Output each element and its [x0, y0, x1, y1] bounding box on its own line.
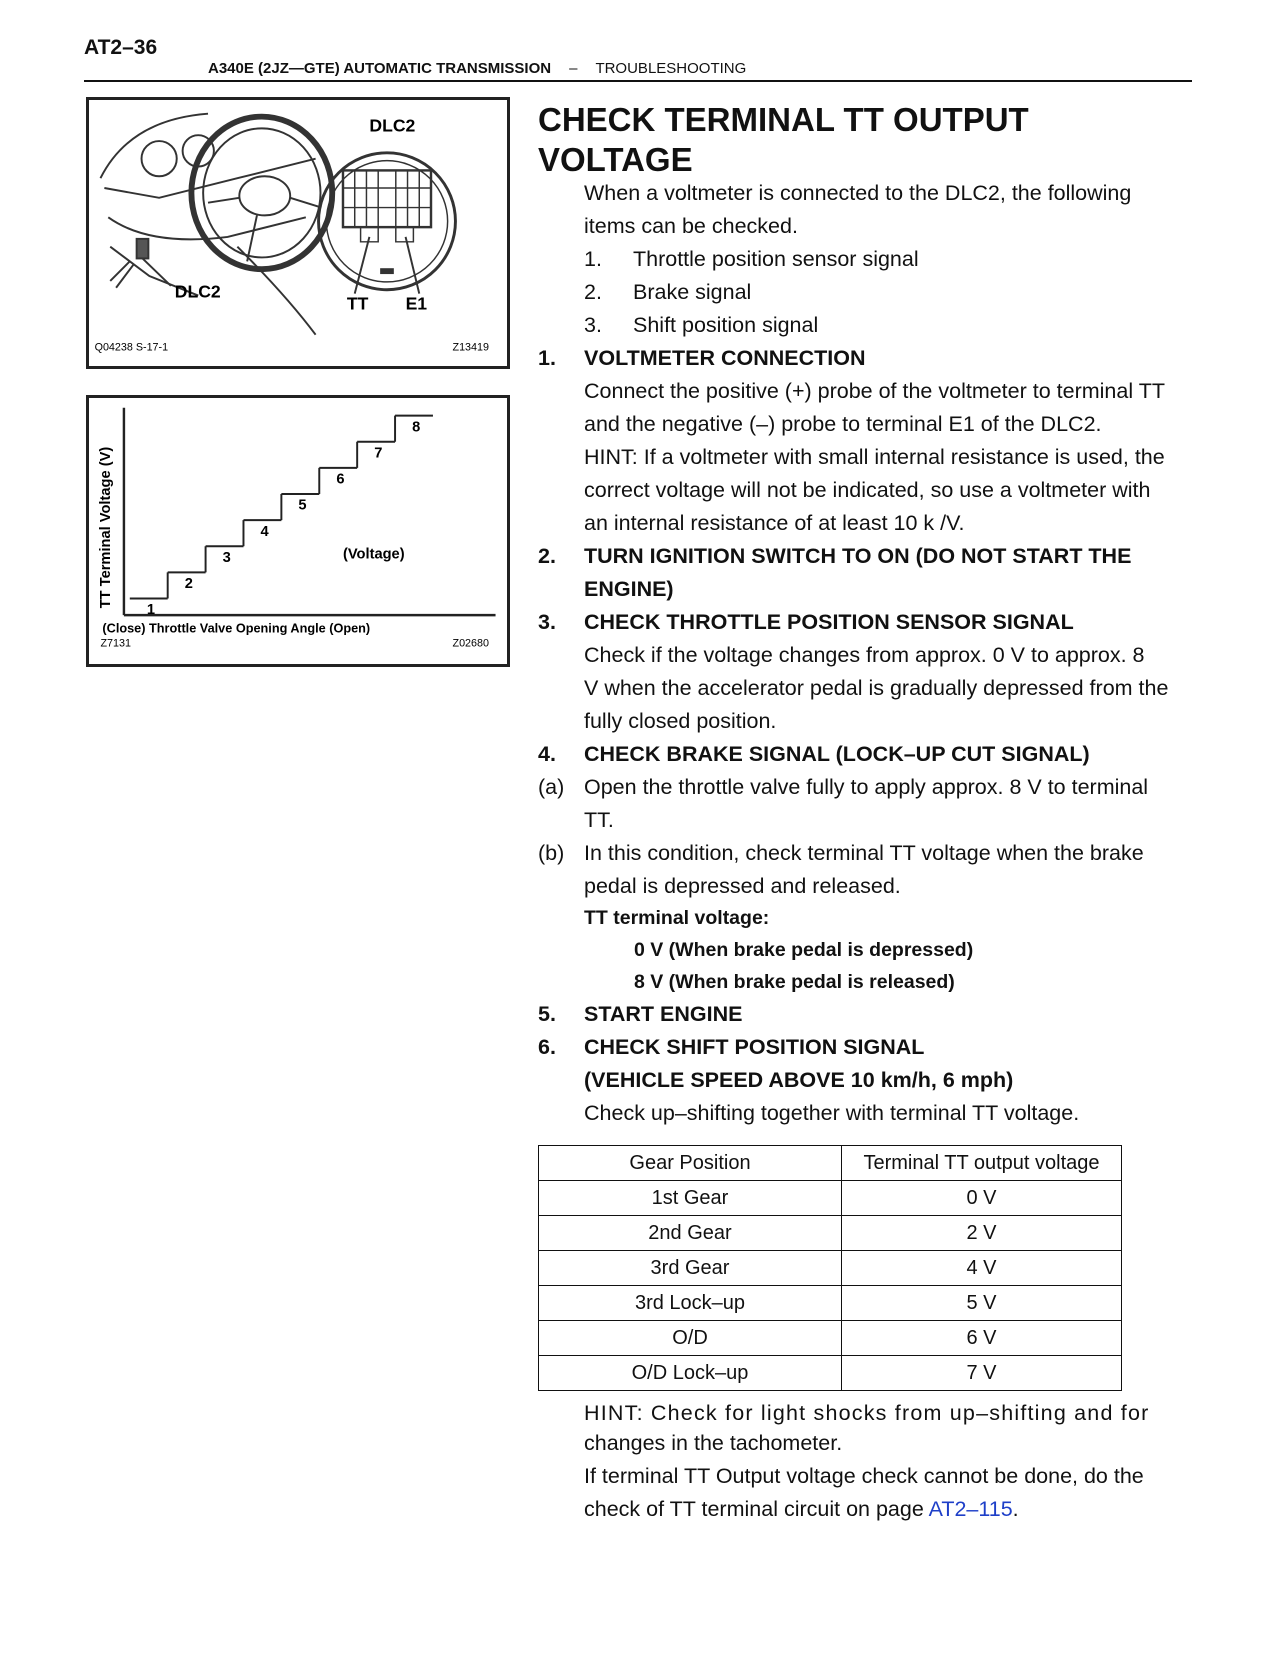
figure2-code-right: Z02680: [452, 637, 489, 650]
header-separator: –: [569, 60, 578, 77]
subsection-title: TROUBLESHOOTING: [595, 60, 747, 77]
step-label-5: 5: [298, 497, 307, 514]
table-header-voltage: Terminal TT output voltage: [842, 1146, 1122, 1181]
intro-paragraph: [584, 177, 1184, 243]
dlc2-side-label: DLC2: [174, 281, 221, 302]
title-line-1: CHECK TERMINAL TT OUTPUT: [538, 101, 1029, 138]
step-label-2: 2: [184, 576, 193, 592]
dlc2-side-leader: [143, 258, 171, 285]
step-label-7: 7: [374, 445, 383, 462]
step2-heading: TURN IGNITION SWITCH TO ON (DO NOT START THE ENGINE): [584, 544, 1132, 601]
page-title: [538, 100, 1188, 180]
step-label-4: 4: [260, 523, 269, 540]
step1-heading: VOLTMETER CONNECTION: [584, 346, 866, 370]
check-item-2: 2. Brake signal: [584, 280, 752, 304]
table-row: 2nd Gear 2 V: [539, 1216, 1122, 1251]
page-number: AT2–36: [84, 36, 158, 59]
table-row: O/D Lock–up 7 V: [539, 1356, 1122, 1391]
step1-body: Connect the positive (+) probe of the voltmeter to terminal TT and the negative (–) probe to terminal E1 of the DLC2. HINT: If a voltmeter with small internal resistance is used, the correct voltage will not be indicated, so use a voltmeter with an internal resistance of at least 10 k /V.: [584, 379, 1165, 535]
step1-number: 1.: [538, 346, 556, 370]
spec-depressed: 0 V (When brake pedal is depressed): [634, 939, 974, 961]
dlc2-top-label: DLC2: [369, 115, 416, 136]
dlc2-location-marker: [137, 239, 149, 259]
dlc2-illustration: [89, 100, 507, 366]
step3-body: Check if the voltage changes from approx. 0 V to approx. 8 V when the accelerator pedal is gradually depressed from the fully closed position.: [584, 643, 1169, 733]
dlc2-connector-inner-circle: [326, 161, 447, 282]
step6-number: 6.: [538, 1035, 556, 1059]
steering-wheel-inner: [203, 128, 320, 257]
step4a-label: (a): [538, 775, 565, 799]
figure2-code-left: Z7131: [100, 637, 131, 650]
step-label-6: 6: [336, 471, 345, 488]
dlc2-connector-body: [343, 170, 431, 227]
table-row: 3rd Lock–up 5 V: [539, 1286, 1122, 1321]
column-cover-line: [237, 247, 315, 335]
step4b-body: In this condition, check terminal TT voltage when the brake pedal is depressed and released.: [584, 841, 1144, 898]
spec-released: 8 V (When brake pedal is released): [634, 971, 955, 993]
steering-wheel-rim: [191, 117, 332, 270]
chart-steps: [130, 416, 433, 619]
step5-heading: START ENGINE: [584, 1002, 743, 1026]
dlc2-latch: [380, 268, 394, 274]
step2-number: 2.: [538, 544, 556, 568]
intro-line-2: items can be checked.: [584, 214, 798, 238]
gauge-left: [142, 141, 177, 176]
step-label-1: 1: [146, 602, 156, 619]
table-row: 3rd Gear 4 V: [539, 1251, 1122, 1286]
check-item-1: 1. Throttle position sensor signal: [584, 247, 919, 271]
step6-body: Check up–shifting together with terminal TT voltage.: [584, 1101, 1080, 1125]
footer-hint: HINT: Check for light shocks from up–shifting and for: [584, 1401, 1150, 1425]
step4-number: 4.: [538, 742, 556, 766]
spec-title: TT terminal voltage:: [584, 907, 770, 929]
step4b-label: (b): [538, 841, 565, 865]
table-row: O/D 6 V: [539, 1321, 1122, 1356]
hand-lines: [110, 261, 133, 287]
step4-heading: CHECK BRAKE SIGNAL (LOCK–UP CUT SIGNAL): [584, 742, 1090, 766]
step-label-8: 8: [412, 419, 421, 436]
step3-number: 3.: [538, 610, 556, 634]
tt-voltage-chart-svg: [89, 398, 507, 664]
intro-line-1: When a voltmeter is connected to the DLC2, the following: [584, 181, 1132, 205]
gear-voltage-table: [538, 1145, 1122, 1391]
table-row: 1st Gear 0 V: [539, 1181, 1122, 1216]
page-reference-link[interactable]: AT2–115: [928, 1497, 1013, 1521]
step-label-3: 3: [222, 549, 231, 566]
step3-heading: CHECK THROTTLE POSITION SENSOR SIGNAL: [584, 610, 1074, 634]
tt-voltage-chart: [86, 395, 510, 667]
steering-wheel-hub: [239, 176, 290, 215]
dlc2-terminal-grid: [343, 170, 431, 227]
chart-xlabel: (Close) Throttle Valve Opening Angle (Open): [102, 620, 371, 636]
tt-terminal-label: TT: [346, 293, 369, 314]
dlc2-location-figure: [86, 97, 510, 369]
title-line-2: VOLTAGE: [538, 141, 693, 178]
check-item-3: 3. Shift position signal: [584, 313, 819, 337]
section-title: A340E (2JZ—GTE) AUTOMATIC TRANSMISSION: [208, 60, 552, 77]
footer-body: changes in the tachometer. If terminal TT Output voltage check cannot be done, do the check of TT terminal circuit on page AT2–115.: [584, 1431, 1144, 1521]
step6-heading: CHECK SHIFT POSITION SIGNAL (VEHICLE SPEED ABOVE 10 km/h, 6 mph): [584, 1035, 1014, 1092]
e1-terminal-label: E1: [405, 293, 428, 314]
running-header: [208, 60, 746, 77]
step4a-body: Open the throttle valve fully to apply approx. 8 V to terminal TT.: [584, 775, 1149, 832]
table-header-row: [539, 1146, 1122, 1181]
table-header-gear: Gear Position: [539, 1146, 842, 1181]
figure1-code-left: Q04238 S-17-1: [94, 341, 169, 354]
figure1-code-right: Z13419: [452, 341, 489, 354]
chart-voltage-label: (Voltage): [342, 546, 405, 563]
step5-number: 5.: [538, 1002, 556, 1026]
header-rule: [84, 80, 1192, 82]
chart-ylabel: TT Terminal Voltage (V): [98, 446, 115, 609]
